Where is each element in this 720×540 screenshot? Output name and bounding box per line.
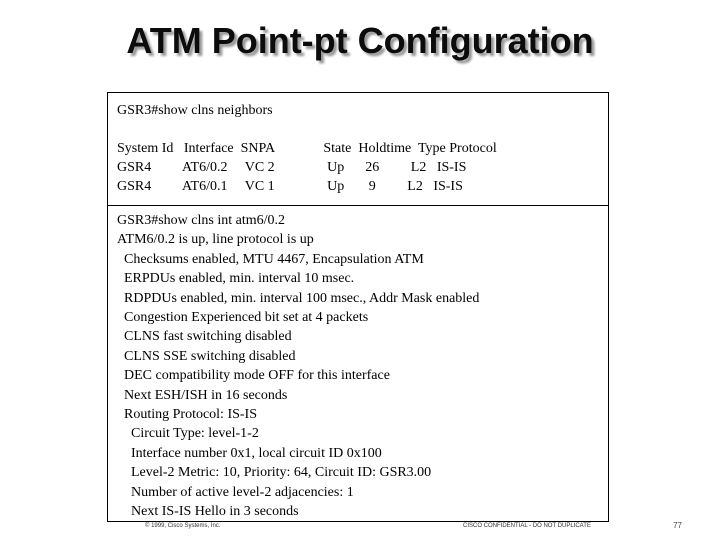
neighbors-row-1: GSR4 AT6/0.2 VC 2 Up 26 L2 IS-IS bbox=[117, 160, 467, 175]
interface-output-line: Routing Protocol: IS-IS bbox=[117, 407, 258, 422]
interface-output-line: ATM6/0.2 is up, line protocol is up bbox=[117, 232, 314, 248]
interface-output-line: GSR3#show clns int atm6/0.2 bbox=[117, 213, 286, 228]
slide-title: ATM Point-pt Configuration bbox=[126, 20, 594, 61]
interface-output-line: Number of active level-2 adjacencies: 1 bbox=[117, 484, 354, 500]
interface-output-line: DEC compatibility mode OFF for this interface bbox=[117, 368, 390, 384]
confidential-notice: CISCO CONFIDENTIAL - DO NOT DUPLICATE bbox=[463, 523, 591, 529]
page-number: 77 bbox=[673, 521, 682, 530]
interface-output-line: Next ESH/ISH in 16 seconds bbox=[117, 387, 288, 403]
copyright-notice: © 1999, Cisco Systems, Inc. bbox=[145, 523, 221, 529]
interface-output-line: Level-2 Metric: 10, Priority: 64, Circuit ID: GSR3.00 bbox=[117, 465, 432, 481]
cli-output-box bbox=[107, 92, 609, 522]
interface-output-line: Congestion Experienced bit set at 4 packets bbox=[117, 310, 369, 325]
interface-output-line: ERPDUs enabled, min. interval 10 msec. bbox=[117, 271, 355, 287]
interface-output-line: CLNS fast switching disabled bbox=[117, 329, 292, 345]
show-neighbors-command: GSR3#show clns neighbors bbox=[117, 103, 273, 118]
interface-output-line: CLNS SSE switching disabled bbox=[117, 348, 296, 364]
interface-output-line: Checksums enabled, MTU 4467, Encapsulation ATM bbox=[117, 251, 424, 267]
interface-output-line: Circuit Type: level-1-2 bbox=[117, 426, 259, 442]
interface-output-line: Interface number 0x1, local circuit ID 0x100 bbox=[117, 445, 382, 461]
interface-output-line: Next IS-IS Hello in 3 seconds bbox=[117, 504, 299, 519]
interface-output-line: RDPDUs enabled, min. interval 100 msec., Addr Mask enabled bbox=[117, 290, 480, 306]
section-divider bbox=[108, 205, 608, 206]
neighbors-row-2: GSR4 AT6/0.1 VC 1 Up 9 L2 IS-IS bbox=[117, 179, 463, 194]
neighbors-table-header: System Id Interface SNPA State Holdtime Type Protocol bbox=[117, 141, 497, 156]
